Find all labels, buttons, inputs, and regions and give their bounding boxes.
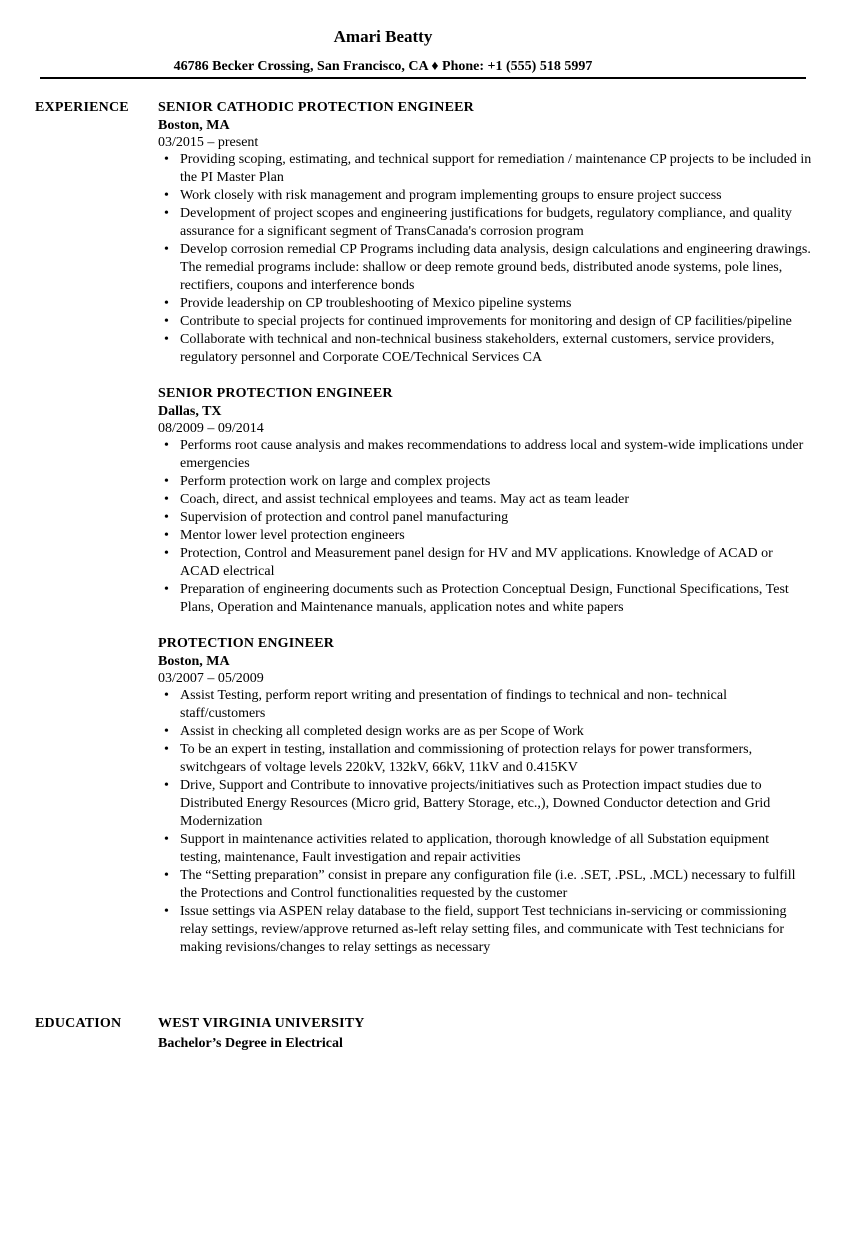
job-bullet-list xyxy=(158,151,813,367)
job-bullet-text: Supervision of protection and control panel manufacturing xyxy=(180,510,509,525)
job-bullet-text: Protection, Control and Measurement panel design for HV and MV applications. Knowledge of ACAD or ACAD electrical xyxy=(180,546,773,579)
job-bullet xyxy=(158,545,813,581)
bullet-icon: • xyxy=(164,778,169,793)
job-bullet-text: Drive, Support and Contribute to innovative projects/initiatives such as Protection impact studies due to Distributed Energy Resources (Micro grid, Battery Storage, etc.,), Downed Conductor detection and Grid Modernization xyxy=(180,778,771,829)
bullet-icon: • xyxy=(164,528,169,543)
job-dates: 08/2009 – 09/2014 xyxy=(158,421,264,436)
experience-section-label: EXPERIENCE xyxy=(35,100,129,115)
bullet-icon: • xyxy=(164,296,169,311)
bullet-icon: • xyxy=(164,332,169,347)
bullet-icon: • xyxy=(164,742,169,757)
job-bullet xyxy=(158,295,813,313)
job-dates: 03/2015 – present xyxy=(158,135,259,150)
job-bullet xyxy=(158,777,813,831)
job-entry xyxy=(158,385,813,617)
job-location: Boston, MA xyxy=(158,118,230,133)
bullet-icon: • xyxy=(164,314,169,329)
bullet-icon: • xyxy=(164,438,169,453)
job-bullet-list xyxy=(158,687,813,957)
job-bullet-text: Preparation of engineering documents such as Protection Conceptual Design, Functional Specifications, Test Plans, Operation and Maintenance manuals, application notes and white papers xyxy=(180,582,789,615)
job-bullet-text: Develop corrosion remedial CP Programs including data analysis, design calculations and engineering drawings. The remedial programs include: shallow or deep remote ground beds, distributed anode systems, pole lines, rectifiers, coupons and interference bonds xyxy=(180,242,811,293)
job-title: SENIOR CATHODIC PROTECTION ENGINEER xyxy=(158,100,474,115)
job-bullet xyxy=(158,473,813,491)
job-location: Boston, MA xyxy=(158,654,230,669)
job-bullet-text: Contribute to special projects for continued improvements for monitoring and design of CP facilities/pipeline xyxy=(180,314,792,329)
experience-section xyxy=(158,99,813,957)
job-bullet xyxy=(158,867,813,903)
bullet-icon: • xyxy=(164,152,169,167)
job-bullet-text: Perform protection work on large and complex projects xyxy=(180,474,491,489)
job-bullet xyxy=(158,205,813,241)
header-divider xyxy=(40,77,806,79)
bullet-icon: • xyxy=(164,242,169,257)
bullet-icon: • xyxy=(164,582,169,597)
job-bullet xyxy=(158,151,813,187)
job-bullet-text: Development of project scopes and engineering justifications for budgets, regulatory compliance, and quality assurance for a significant segment of TransCanada's corrosion program xyxy=(180,206,792,239)
bullet-icon: • xyxy=(164,188,169,203)
candidate-name: Amari Beatty xyxy=(333,27,433,46)
job-bullet xyxy=(158,437,813,473)
job-bullet-text: Providing scoping, estimating, and technical support for remediation / maintenance CP projects to be included in the PI Master Plan xyxy=(180,152,812,185)
bullet-icon: • xyxy=(164,724,169,739)
bullet-icon: • xyxy=(164,868,169,883)
job-bullet-text: Issue settings via ASPEN relay database to the field, support Test technicians in-servicing or commissioning relay settings, review/approve returned as-left relay setting files, and communicate with Test technicians for making revisions/changes to relay settings as necessary xyxy=(180,904,787,955)
job-bullet-text: The “Setting preparation” consist in prepare any configuration file (i.e. .SET, .PSL, .MCL) necessary to fulfill the Protections and Control functionalities requested by the customer xyxy=(180,868,796,901)
job-bullet xyxy=(158,741,813,777)
job-bullet-text: Support in maintenance activities related to application, thorough knowledge of all Substation equipment testing, maintenance, Fault investigation and repair activities xyxy=(180,832,770,865)
education-section xyxy=(158,1015,813,1053)
job-bullet xyxy=(158,313,813,331)
bullet-icon: • xyxy=(164,546,169,561)
job-bullet-text: To be an expert in testing, installation and commissioning of protection relays for power transformers, switchgears of voltage levels 220kV, 132kV, 66kV, 11kV and 0.415KV xyxy=(180,742,753,775)
bullet-icon: • xyxy=(164,832,169,847)
bullet-icon: • xyxy=(164,904,169,919)
job-bullet-text: Mentor lower level protection engineers xyxy=(180,528,405,543)
education-school: WEST VIRGINIA UNIVERSITY xyxy=(158,1016,365,1031)
contact-line: 46786 Becker Crossing, San Francisco, CA ♦ Phone: +1 (555) 518 5997 xyxy=(173,59,593,74)
job-bullet-list xyxy=(158,437,813,617)
job-bullet xyxy=(158,687,813,723)
job-bullet xyxy=(158,241,813,295)
job-bullet-text: Collaborate with technical and non-technical business stakeholders, external customers, service providers, regulatory personnel and Corporate COE/Technical Services CA xyxy=(180,332,775,365)
job-bullet xyxy=(158,491,813,509)
job-bullet-text: Work closely with risk management and program implementing groups to ensure project success xyxy=(180,188,722,203)
job-bullet xyxy=(158,903,813,957)
job-bullet-text: Coach, direct, and assist technical employees and teams. May act as team leader xyxy=(180,492,629,507)
job-bullet-text: Assist Testing, perform report writing and presentation of findings to technical and non- technical staff/customers xyxy=(180,688,727,721)
job-bullet xyxy=(158,723,813,741)
education-section-label: EDUCATION xyxy=(35,1016,122,1031)
job-bullet xyxy=(158,509,813,527)
job-entry xyxy=(158,99,813,367)
job-location: Dallas, TX xyxy=(158,404,222,419)
bullet-icon: • xyxy=(164,474,169,489)
bullet-icon: • xyxy=(164,206,169,221)
job-bullet xyxy=(158,527,813,545)
job-bullet xyxy=(158,581,813,617)
bullet-icon: • xyxy=(164,492,169,507)
job-bullet xyxy=(158,831,813,867)
job-title: SENIOR PROTECTION ENGINEER xyxy=(158,386,393,401)
job-bullet-text: Assist in checking all completed design works are as per Scope of Work xyxy=(180,724,584,739)
job-bullet xyxy=(158,331,813,367)
job-bullet-text: Performs root cause analysis and makes recommendations to address local and system-wide implications under emergencies xyxy=(180,438,804,471)
job-bullet-text: Provide leadership on CP troubleshooting of Mexico pipeline systems xyxy=(180,296,572,311)
job-dates: 03/2007 – 05/2009 xyxy=(158,671,264,686)
education-degree: Bachelor’s Degree in Electrical xyxy=(158,1036,343,1051)
bullet-icon: • xyxy=(164,688,169,703)
job-entry xyxy=(158,635,813,957)
bullet-icon: • xyxy=(164,510,169,525)
job-bullet xyxy=(158,187,813,205)
job-title: PROTECTION ENGINEER xyxy=(158,636,335,651)
